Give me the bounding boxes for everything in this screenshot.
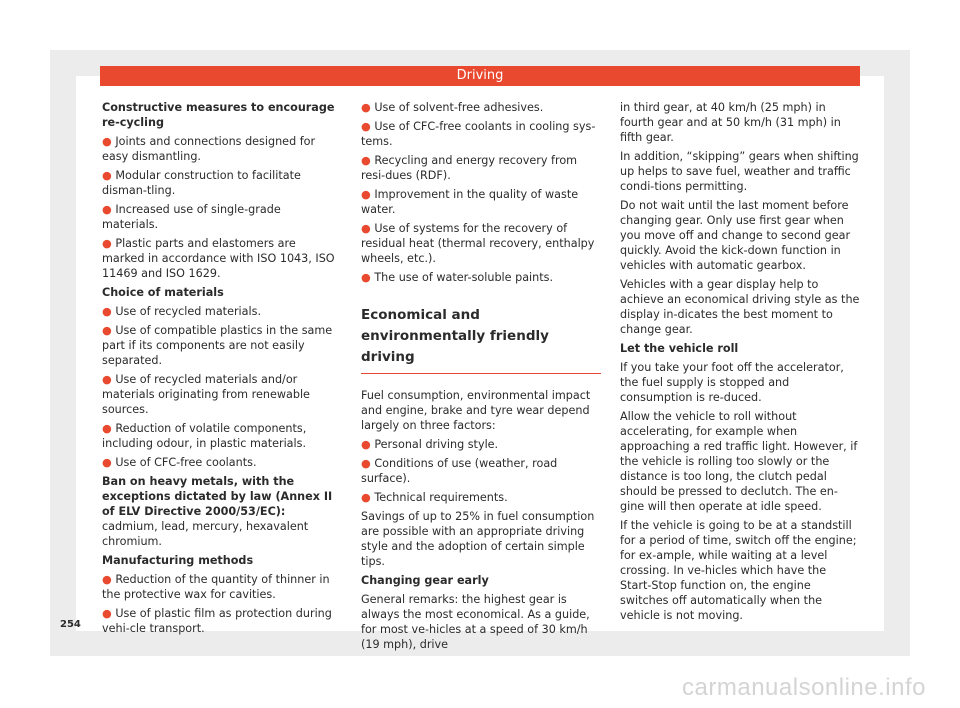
heading-vehicle-roll: Let the vehicle roll [620,342,739,355]
bullet-icon: ● [102,607,112,620]
bullet-icon: ● [361,188,371,201]
bullet-icon: ● [102,373,112,386]
list-item: ● Use of CFC-free coolants in cooling sys-tems. [361,120,596,148]
paragraph: Savings of up to 25% in fuel consumption are possible with an appropriate driving style and the adoption of certain simple tips. [361,510,595,568]
heading-changing-gear: Changing gear early [361,574,489,587]
paragraph: Allow the vehicle to roll without accelerating, for example when approaching a red traffic light. However, if the vehicle is rolling too slowly or the distance is too long, the clutch pedal should be pressed to declutch. The en-gine will then operate at idle speed. [620,410,858,513]
list-item: ● Joints and connections designed for easy dismantling. [102,135,316,163]
list-item: ● Reduction of volatile components, including odour, in plastic materials. [102,422,307,450]
paragraph: If the vehicle is going to be at a standstill for a period of time, switch off the engine; for ex-ample, while waiting at a level crossing. In ve-hicles which have the Start-Stop function on, the engine switches off automatically when the vehicle is not moving. [620,519,857,622]
list-item: ● Use of systems for the recovery of residual heat (thermal recovery, enthalpy wheels, etc.). [361,222,595,265]
list-item: ● Use of compatible plastics in the same part if its components are not easily separated. [102,324,333,367]
list-item: ● Use of solvent-free adhesives. [361,101,544,114]
bullet-icon: ● [361,271,371,284]
list-item: ● Use of recycled materials. [102,305,262,318]
bullet-icon: ● [102,573,112,586]
paragraph: in third gear, at 40 km/h (25 mph) in fourth gear and at 50 km/h (31 mph) in fifth gear. [620,101,841,144]
bullet-icon: ● [102,169,112,182]
bullet-icon: ● [361,154,371,167]
list-item: ● Improvement in the quality of waste water. [361,188,579,216]
paragraph: If you take your foot off the accelerator, the fuel supply is stopped and consumption is re-duced. [620,361,844,404]
list-item: ● The use of water-soluble paints. [361,271,554,284]
paragraph: General remarks: the highest gear is always the most economical. As a guide, for most ve-hicles at a speed of 30 km/h (19 mph), drive [361,593,590,651]
bullet-icon: ● [361,457,371,470]
bullet-icon: ● [102,135,112,148]
bullet-icon: ● [102,324,112,337]
section-heading: Economical and environmentally friendly driving [361,305,601,374]
list-item: ● Personal driving style. [361,438,499,451]
list-item: ● Increased use of single-grade materials. [102,203,281,231]
bullet-icon: ● [102,305,112,318]
watermark: carmanualsonline.info [682,674,926,701]
column-left [102,100,340,640]
list-item: ● Use of CFC-free coolants. [102,456,257,469]
list-item: ● Recycling and energy recovery from resi-dues (RDF). [361,154,578,182]
paragraph: Fuel consumption, environmental impact and engine, brake and tyre wear depend largely on three factors: [361,389,591,432]
bullet-icon: ● [361,491,371,504]
list-item: ● Use of plastic film as protection during vehi-cle transport. [102,607,332,635]
paragraph: Do not wait until the last moment before changing gear. Only use first gear when you move off and change to second gear quickly. Avoid the kick-down function in vehicles with automatic gearbox. [620,199,851,272]
heavy-metals-paragraph: Ban on heavy metals, with the exceptions dictated by law (Annex II of ELV Directive 2000/53/EC): cadmium, lead, mercury, hexavalent chromium. [102,475,333,548]
bullet-icon: ● [361,222,371,235]
list-item: ● Reduction of the quantity of thinner in the protective wax for cavities. [102,573,330,601]
list-item: ● Modular construction to facilitate disman-tling. [102,169,301,197]
heading-manufacturing: Manufacturing methods [102,554,254,567]
bullet-icon: ● [361,120,371,133]
list-item: ● Technical requirements. [361,491,508,504]
list-item: ● Plastic parts and elastomers are marked in accordance with ISO 1043, ISO 11469 and ISO 1629. [102,237,335,280]
bullet-icon: ● [102,203,112,216]
column-right [620,100,860,627]
bullet-icon: ● [361,101,371,114]
heading-recycling: Constructive measures to encourage re-cycling [102,101,335,129]
paragraph: In addition, “skipping” gears when shifting up helps to save fuel, weather and traffic condi-tions permitting. [620,150,859,193]
column-middle [361,100,601,656]
bullet-icon: ● [102,422,112,435]
heading-materials: Choice of materials [102,286,224,299]
list-item: ● Conditions of use (weather, road surface). [361,457,558,485]
bullet-icon: ● [102,456,112,469]
list-item: ● Use of recycled materials and/or materials originating from renewable sources. [102,373,310,416]
page-number: 254 [60,619,81,630]
chapter-header: Driving [100,66,860,86]
paragraph: Vehicles with a gear display help to achieve an economical driving style as the display in-dicates the best moment to change gear. [620,278,860,336]
bullet-icon: ● [102,237,112,250]
bullet-icon: ● [361,438,371,451]
